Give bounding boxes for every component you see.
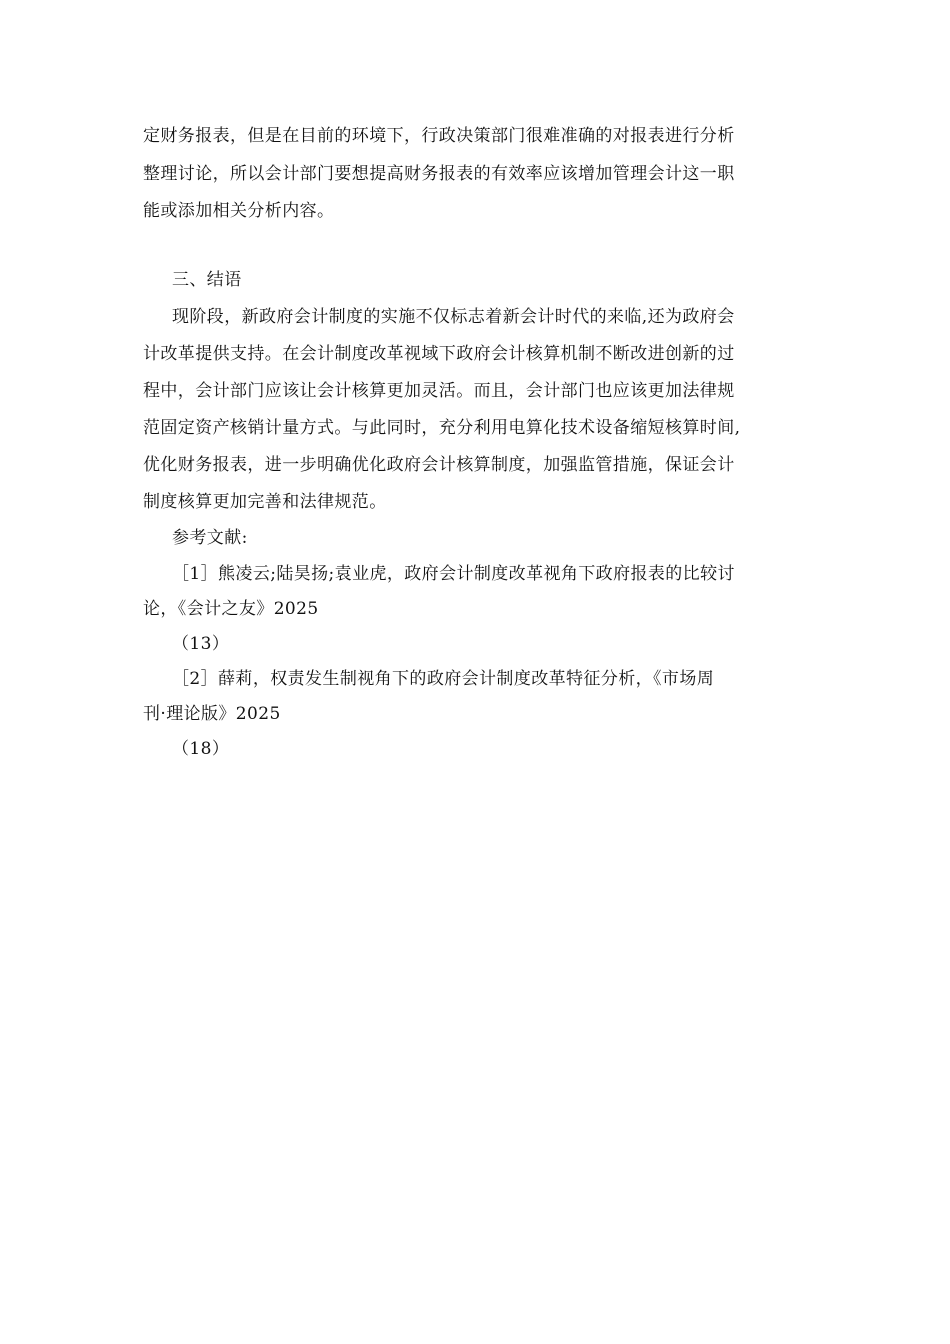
- intro-paragraph-line: 定财务报表，但是在目前的环境下，行政决策部门很难准确的对报表进行分析: [143, 126, 735, 146]
- conclusion-paragraph-line: 现阶段，新政府会计制度的实施不仅标志着新会计时代的来临,还为政府会: [172, 307, 735, 327]
- conclusion-paragraph-line: 计改革提供支持。在会计制度改革视域下政府会计核算机制不断改进创新的过: [143, 344, 735, 364]
- reference-line: 论，《会计之友》2025: [143, 599, 319, 619]
- conclusion-paragraph-line: 优化财务报表，进一步明确优化政府会计核算制度，加强监管措施，保证会计: [143, 455, 735, 475]
- reference-line: ［1］熊凌云;陆昊扬;袁业虎，政府会计制度改革视角下政府报表的比较讨: [172, 564, 735, 584]
- reference-line: 刊·理论版》2025: [143, 704, 281, 724]
- conclusion-paragraph-line: 制度核算更加完善和法律规范。: [143, 492, 387, 512]
- reference-line: ［2］薛莉，权责发生制视角下的政府会计制度改革特征分析，《市场周: [172, 669, 715, 689]
- intro-paragraph-line: 能或添加相关分析内容。: [143, 201, 335, 221]
- section-heading: 三、结语: [172, 270, 242, 290]
- intro-paragraph-line: 整理讨论，所以会计部门要想提高财务报表的有效率应该增加管理会计这一职: [143, 164, 735, 184]
- conclusion-paragraph-line: 范固定资产核销计量方式。与此同时，充分利用电算化技术设备缩短核算时间,: [143, 418, 741, 438]
- reference-issue: （13）: [172, 634, 230, 654]
- references-heading: 参考文献:: [172, 528, 248, 548]
- conclusion-paragraph-line: 程中，会计部门应该让会计核算更加灵活。而且，会计部门也应该更加法律规: [143, 381, 735, 401]
- reference-issue: （18）: [172, 739, 230, 759]
